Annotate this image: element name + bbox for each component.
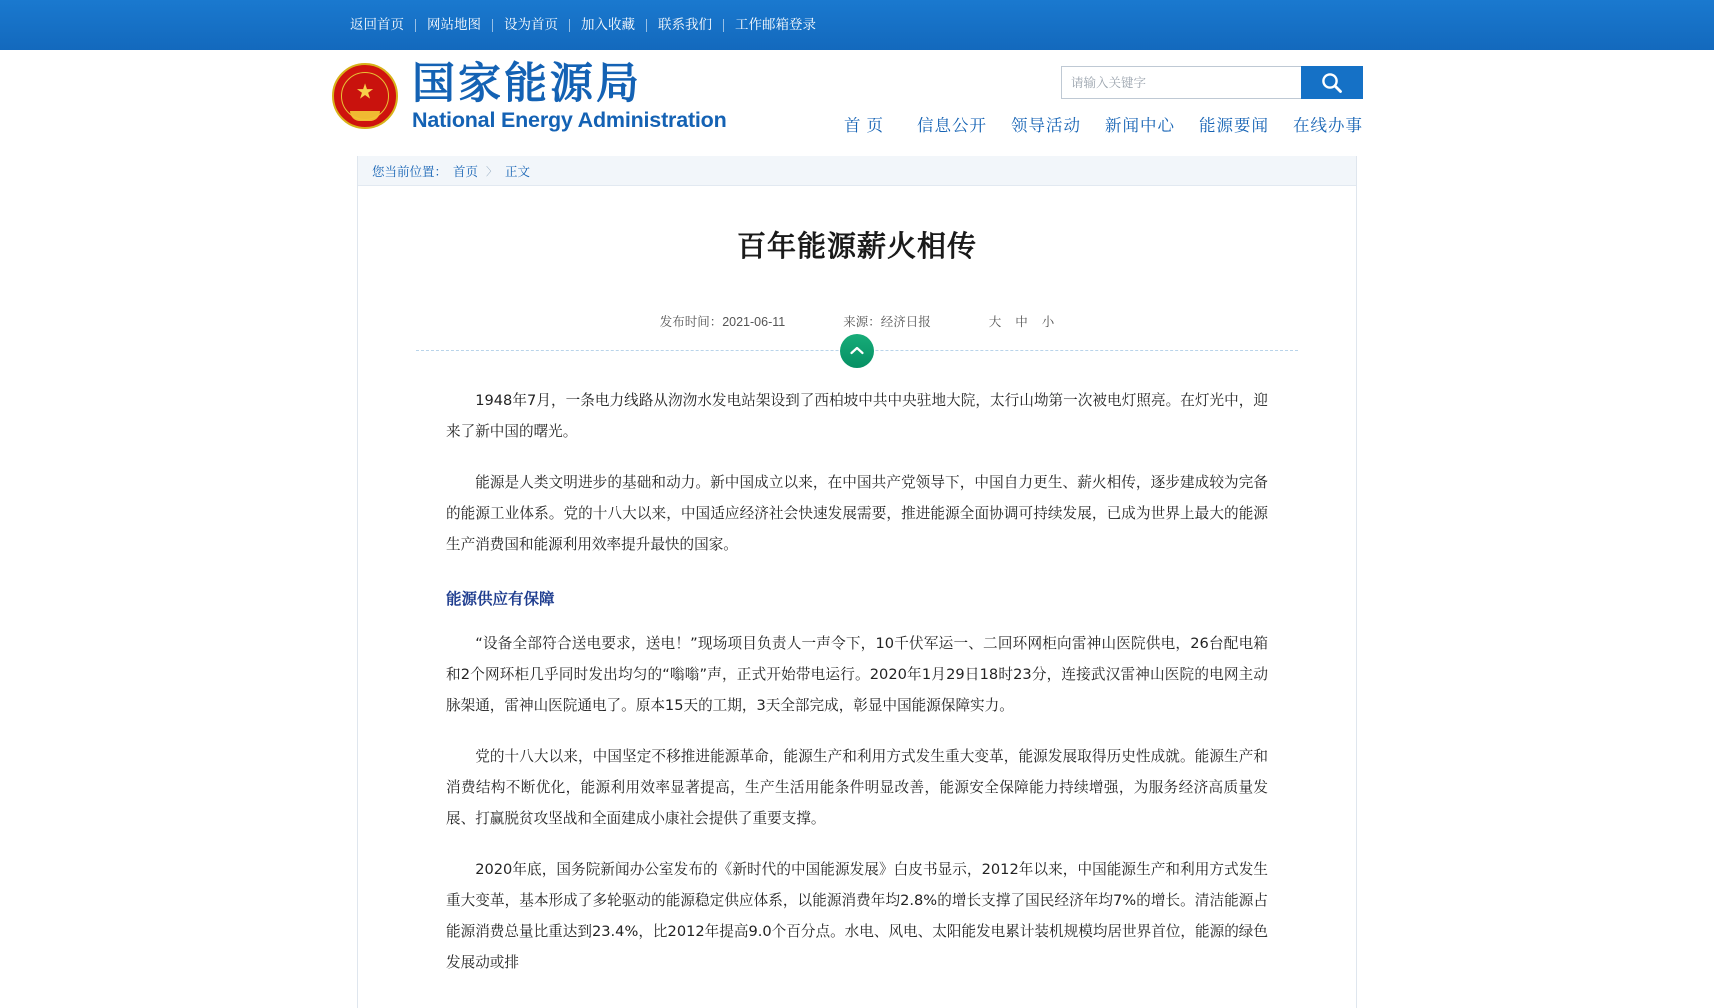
font-size-medium[interactable]: 中 [1015, 315, 1028, 329]
breadcrumb [358, 156, 1356, 186]
article-meta [416, 312, 1298, 330]
topbar-link-home[interactable]: 返回首页 [350, 17, 404, 32]
brand-name-en: National Energy Administration [412, 108, 727, 132]
article-source: 来源：经济日报 [843, 315, 931, 329]
font-size-controls [989, 312, 1055, 330]
article [358, 186, 1356, 1008]
nav-item-info-disclosure[interactable]: 信息公开 [917, 117, 987, 135]
topbar-link-contact[interactable]: 联系我们 [658, 17, 712, 32]
article-paragraph: 能源是人类文明进步的基础和动力。新中国成立以来，在中国共产党领导下，中国自力更生、薪火相传，逐步建成较为完备的能源工业体系。党的十八大以来，中国适应经济社会快速发展需要，推进能源全面协调可持续发展，已成为世界上最大的能源生产消费国和能源利用效率提升最快的国家。 [446, 474, 1268, 553]
nav-item-energy-news[interactable]: 能源要闻 [1199, 117, 1269, 135]
article-paragraph: 1948年7月，一条电力线路从沕沕水发电站架设到了西柏坡中共中央驻地大院，太行山坳第一次被电灯照亮。在灯光中，迎来了新中国的曙光。 [446, 392, 1268, 440]
font-size-large[interactable]: 大 [988, 315, 1002, 329]
national-emblem-icon: ★ [332, 63, 398, 129]
font-size-small[interactable]: 小 [1041, 315, 1055, 329]
nav-item-news-center[interactable]: 新闻中心 [1105, 117, 1175, 135]
content-column [357, 156, 1357, 1008]
top-utility-links [350, 17, 1350, 33]
nav-item-home[interactable]: 首页 [844, 117, 889, 135]
article-paragraph: 2020年底，国务院新闻办公室发布的《新时代的中国能源发展》白皮书显示，2012年以来，中国能源生产和利用方式发生重大变革，基本形成了多轮驱动的能源稳定供应体系，以能源消费年均2.8%的增长支撑了国民经济年均7%的增长。清洁能源占能源消费总量比重达到23.4%，比2012年提高9.0个百分点。水电、风电、太阳能发电累计装机规模均居世界首位，能源的绿色发展动或排 [446, 861, 1268, 971]
nav-item-leader-activities[interactable]: 领导活动 [1011, 117, 1081, 135]
scroll-to-top-button[interactable] [840, 334, 874, 368]
breadcrumb-label: 您当前位置： [372, 164, 448, 179]
breadcrumb-current[interactable]: 正文 [505, 164, 531, 179]
meta-divider [416, 350, 1298, 351]
article-paragraph: 党的十八大以来，中国坚定不移推进能源革命，能源生产和利用方式发生重大变革，能源发展取得历史性成就。能源生产和消费结构不断优化，能源利用效率显著提高，生产生活用能条件明显改善，能源安全保障能力持续增强，为服务经济高质量发展、打赢脱贫攻坚战和全面建成小康社会提供了重要支撑。 [446, 748, 1268, 827]
chevron-up-icon [849, 345, 865, 357]
page-title: 百年能源薪火相传 [736, 229, 977, 263]
search-button[interactable] [1301, 66, 1363, 99]
site-header [0, 50, 1714, 156]
main-navigation [844, 112, 1363, 136]
article-paragraph: “设备全部符合送电要求，送电！”现场项目负责人一声令下，10千伏军运一、二回环网柜向雷神山医院供电，26台配电箱和2个网环柜几乎同时发出均匀的“嗡嗡”声，正式开始带电运行。2020年1月29日18时23分，连接武汉雷神山医院的电网主动脉架通，雷神山医院通电了。原本15天的工期，3天全部完成，彰显中国能源保障实力。 [446, 635, 1268, 714]
top-utility-bar [0, 0, 1714, 50]
search-box [1061, 66, 1363, 99]
breadcrumb-separator: 〉 [486, 165, 498, 178]
article-body [416, 351, 1298, 978]
breadcrumb-home[interactable]: 首页 [453, 164, 479, 179]
publish-time: 发布时间：2021-06-11 [659, 315, 786, 329]
topbar-link-bookmark[interactable]: 加入收藏 [581, 17, 635, 32]
topbar-link-mail-login[interactable]: 工作邮箱登录 [735, 17, 816, 32]
site-logo[interactable] [332, 60, 727, 132]
nav-item-online-services[interactable]: 在线办事 [1293, 117, 1363, 135]
topbar-link-sitemap[interactable]: 网站地图 [427, 17, 481, 32]
search-icon [1319, 70, 1345, 96]
topbar-link-set-homepage[interactable]: 设为首页 [504, 17, 558, 32]
search-input[interactable] [1061, 66, 1301, 99]
article-subheading: 能源供应有保障 [446, 590, 555, 608]
brand-name-cn: 国家能源局 [412, 59, 642, 109]
